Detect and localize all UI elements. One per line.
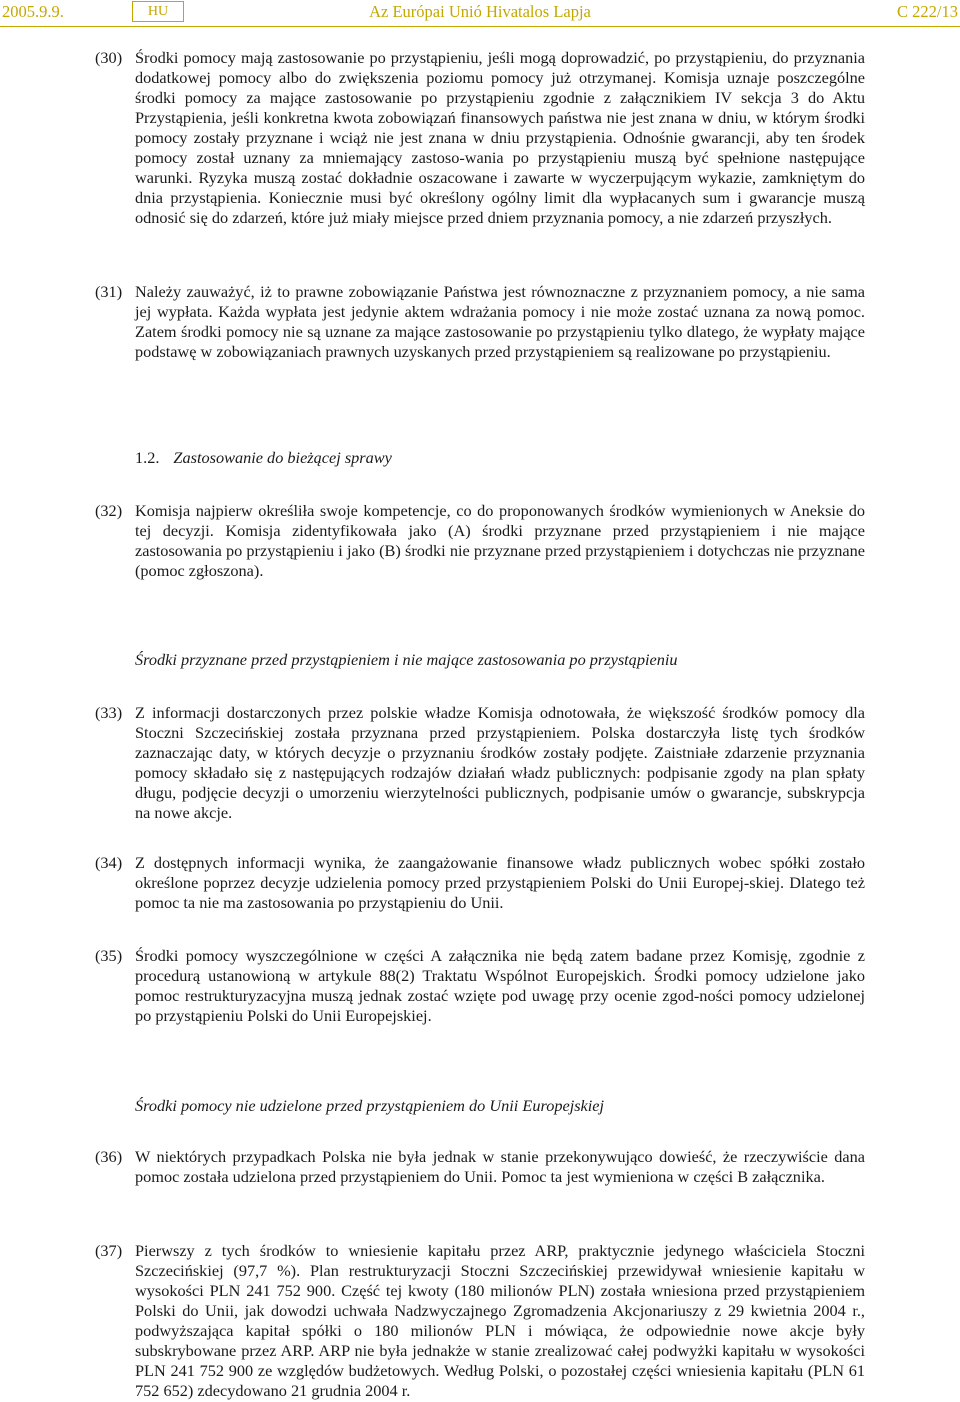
subheading-granted-before-accession: Środki przyznane przed przystąpieniem i nie mające zastosowania po przystąpieniu [135, 650, 678, 669]
paragraph-text: Z dostępnych informacji wynika, że zaangażowanie finansowe władz publicznych wobec spółki zostało określone poprzez decyzje udzielenia pomocy przed przystąpieniem Polski do Unii Europej-skiej. Dlatego też pomoc ta nie ma zastosowania po przystąpieniu do Unii. [135, 853, 865, 912]
section-title: Zastosowanie do bieżącej sprawy [173, 448, 392, 467]
paragraph-31 [95, 282, 865, 362]
paragraph-30 [95, 48, 865, 228]
paragraph-number: (31) [95, 282, 123, 301]
paragraph-number: (35) [95, 946, 123, 965]
paragraph-text: Pierwszy z tych środków to wniesienie kapitału przez ARP, praktycznie jedynego właściciela Stoczni Szczecińskiej (97,7 %). Plan restrukturyzacji Stoczni Szczecińskiej przewidywał wniesienie kapitału w wysokości PLN 241 752 900. Część tej kwoty (180 milionów PLN) została wniesiona przed przystąpieniem Polski do Unii, jak dowodzi uchwała Nadzwyczajnego Zgromadzenia Akcjonariuszy z 29 kwietnia 2004 r., podwyższająca kapitał spółki o 180 milionów PLN i mówiąca, że odpowiednie nowe akcje były subskrybowane przez ARP. ARP nie była jednakże w stanie zrealizować całej podwyżki kapitału w wysokości PLN 241 752 900 ze względów budżetowych. Według Polski, o pozostałej części wniesienia kapitału (PLN 61 752 652) zdecydowano 21 grudnia 2004 r. [135, 1241, 865, 1400]
paragraph-number: (30) [95, 48, 123, 67]
paragraph-text: Z informacji dostarczonych przez polskie władze Komisja odnotowała, że większość środków pomocy dla Stoczni Szczecińskiej została przyznana przed przystąpieniem. Polska dostarczyła listę tych środków zaznaczając daty, w których decyzje o przyznaniu środków zostały podjęte. Zaistniałe zdarzenie przyznania pomocy składało się z następujących rodzajów działań władz publicznych: podpisanie zgody na plan spłaty długu, podjęcie decyzji o umorzeniu wierzytelności publicznych, podpisanie umów o gwarancje, subskrypcja na nowe akcje. [135, 703, 865, 822]
section-number: 1.2. [135, 448, 160, 467]
page-header [0, 0, 960, 26]
paragraph-36 [95, 1147, 865, 1187]
journal-title: Az Európai Unió Hivatalos Lapja [369, 2, 591, 21]
paragraph-text: Komisja najpierw określiła swoje kompetencje, co do proponowanych środków wymienionych w Aneksie do tej decyzji. Komisja zidentyfikowała jako (A) środki przyznane przed przystąpieniem i nie mające zastosowania po przystąpieniu i jako (B) środki nie przyznane przed przystąpieniem i dotychczas nie przyznane (pomoc zgłoszona). [135, 501, 865, 580]
paragraph-37 [95, 1241, 865, 1401]
page-number: C 222/13 [897, 2, 958, 21]
language-badge: HU [132, 1, 184, 22]
section-heading [135, 448, 392, 468]
paragraph-text: Należy zauważyć, iż to prawne zobowiązanie Państwa jest równoznaczne z przyznaniem pomocy, a nie sama jej wypłata. Każda wypłata jest jedynie aktem wdrażania pomocy i nie może zostać uznana za nową pomoc. Zatem środki pomocy nie są uznane za mające zastosowanie po przystąpieniu tylko dlatego, że wypłaty mające podstawę w zobowiązaniach prawnych uzyskanych przed przystąpieniem są realizowane po przystąpieniu. [135, 282, 865, 361]
paragraph-number: (37) [95, 1241, 123, 1260]
header-divider [0, 26, 960, 27]
paragraph-35 [95, 946, 865, 1026]
paragraph-text: Środki pomocy wyszczególnione w części A załącznika nie będą zatem badane przez Komisję, zgodnie z procedurą ustanowioną w artykule 88(2) Traktatu Wspólnot Europejskich. Środki pomocy udzielone jako pomoc restrukturyzacyjna muszą jednak zostać wzięte pod uwagę przy ocenie zgod-ności pomocy udzielonej po przystąpieniu Polski do Unii Europejskiej. [135, 946, 865, 1025]
paragraph-34 [95, 853, 865, 913]
paragraph-number: (36) [95, 1147, 123, 1166]
subheading-not-granted-before-accession: Środki pomocy nie udzielone przed przystąpieniem do Unii Europejskiej [135, 1096, 605, 1115]
paragraph-number: (34) [95, 853, 123, 872]
header-date: 2005.9.9. [2, 2, 64, 21]
paragraph-number: (33) [95, 703, 123, 722]
paragraph-number: (32) [95, 501, 123, 520]
paragraph-text: W niektórych przypadkach Polska nie była jednak w stanie przekonywująco dowieść, że rzeczywiście dana pomoc została udzielona przed przystąpieniem do Unii. Pomoc ta jest wymieniona w części B załącznika. [135, 1147, 865, 1186]
paragraph-text: Środki pomocy mają zastosowanie po przystąpieniu, jeśli mogą doprowadzić, po przystąpieniu, do przyznania dodatkowej pomocy albo do zwiększenia poziomu pomocy już otrzymanej. Komisja uznaje poszczególne środki pomocy za mające zastosowanie po przystąpieniu zgodnie z załącznikiem IV sekcja 3 do Aktu Przystąpienia, jeśli konkretna kwota zobowiązań finansowych państwa nie jest znana w dniu, w którym środki pomocy zostały przyznane i wciąż nie jest znana w dniu przystąpienia. Odnośnie gwarancji, aby ten środek pomocy został uznany za mniemający zastoso-wania po przystąpieniu muszą być spełnione następujące warunki. Ryzyka muszą zostać dokładnie oszacowane i zawarte w wyczerpującym wykazie, zamkniętym do dnia przystąpienia. Koniecznie musi być określony ogólny limit dla wypłacanych sum i gwarancje muszą odnosić się do zdarzeń, które już miały miejsce przed dniem przyznania pomocy, a nie zdarzeń przyszłych. [135, 48, 865, 227]
paragraph-32 [95, 501, 865, 581]
paragraph-33 [95, 703, 865, 823]
